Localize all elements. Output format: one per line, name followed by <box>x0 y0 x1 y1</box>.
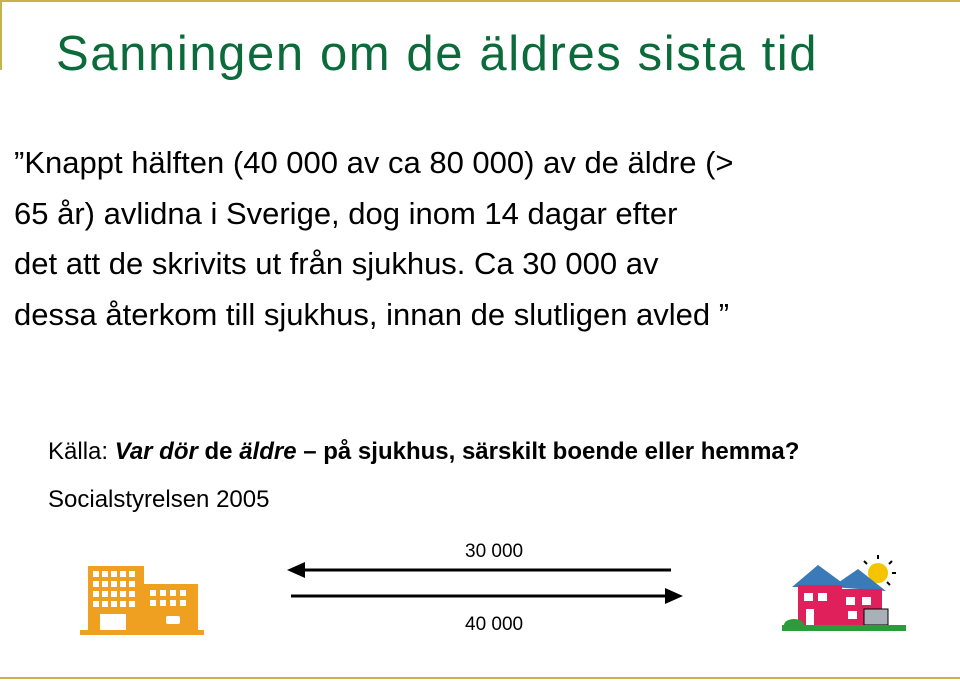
quote-line-1: ”Knappt hälften (40 000 av ca 80 000) av de äldre (> <box>14 145 734 180</box>
source-prefix: Källa: <box>48 438 115 465</box>
quote-text <box>14 138 954 340</box>
slide-frame-top <box>0 0 960 2</box>
arrow-right <box>291 588 683 604</box>
slide-frame-left <box>0 0 2 70</box>
quote-line-4: dessa återkom till sjukhus, innan de slutligen avled ” <box>14 296 730 332</box>
source-title-part4: – på sjukhus, särskilt boende eller hemma? <box>296 438 800 465</box>
slide-title: Sanningen om de äldres sista tid <box>56 27 819 81</box>
arrows-graphic <box>285 558 685 608</box>
source-title-part2: de <box>197 438 240 465</box>
source-title-part3: äldre <box>239 438 297 465</box>
arrow-top-label: 30 000 <box>465 541 524 562</box>
hospital-building-icon <box>80 560 204 638</box>
arrow-bottom-label: 40 000 <box>465 614 524 635</box>
source-line-1 <box>48 428 799 476</box>
arrow-left <box>287 562 671 578</box>
quote-line-2: 65 år) avlidna i Sverige, dog inom 14 dagar efter <box>14 195 678 231</box>
quote-line-3: det att de skrivits ut från sjukhus. Ca 30 000 av <box>14 246 659 281</box>
source-publisher: Socialstyrelsen 2005 <box>48 486 270 513</box>
source-title-part1: Var dör <box>114 438 198 465</box>
source-citation <box>48 428 799 524</box>
slide-frame-bottom <box>0 677 960 679</box>
house-icon <box>782 553 906 635</box>
